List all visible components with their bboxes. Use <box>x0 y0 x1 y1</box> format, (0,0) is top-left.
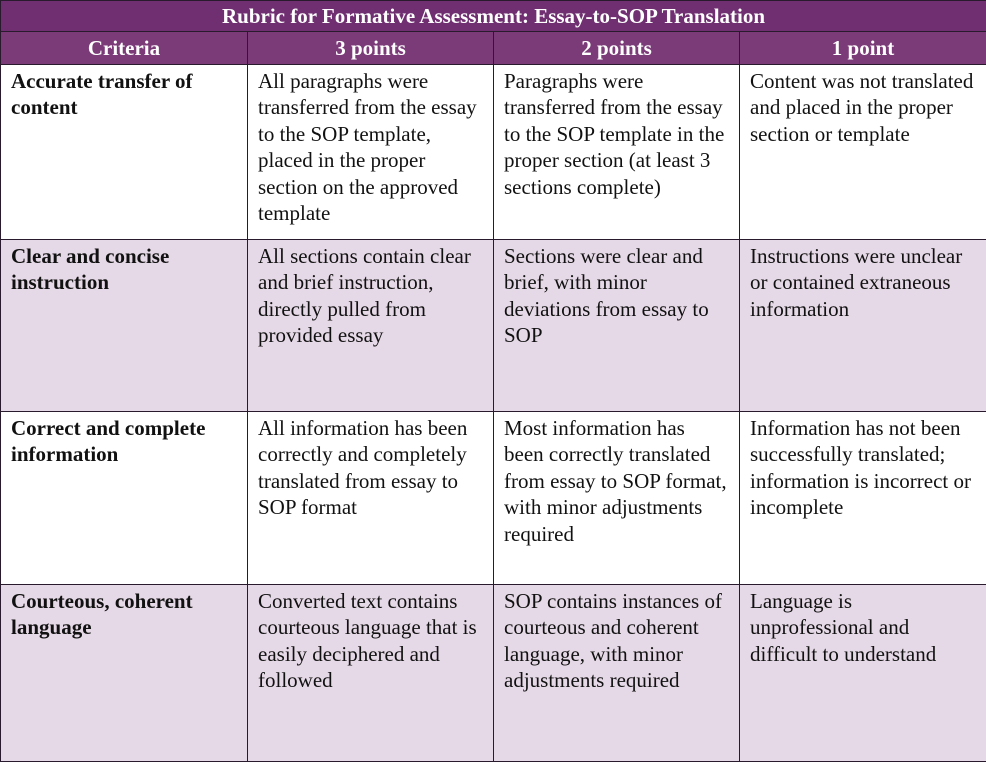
rubric-title: Rubric for Formative Assessment: Essay-to-SOP Translation <box>1 1 986 32</box>
header-criteria: Criteria <box>1 32 248 65</box>
header-2-points: 2 points <box>494 32 740 65</box>
three-points-cell: All information has been correctly and completely translated from essay to SOP format <box>248 412 494 585</box>
header-row <box>1 32 986 65</box>
one-point-cell: Language is unprofessional and difficult to understand <box>740 585 986 762</box>
criteria-cell: Accurate transfer of content <box>1 65 248 240</box>
criteria-cell: Clear and concise instruction <box>1 240 248 412</box>
three-points-cell: All sections contain clear and brief instruction, directly pulled from provided essay <box>248 240 494 412</box>
criteria-cell: Courteous, coherent language <box>1 585 248 762</box>
one-point-cell: Instructions were unclear or contained extraneous information <box>740 240 986 412</box>
title-row <box>1 1 986 32</box>
criteria-cell: Correct and complete information <box>1 412 248 585</box>
three-points-cell: All paragraphs were transferred from the essay to the SOP template, placed in the proper section on the approved template <box>248 65 494 240</box>
table-row <box>1 65 986 240</box>
header-3-points: 3 points <box>248 32 494 65</box>
table-row <box>1 585 986 762</box>
table-row <box>1 412 986 585</box>
two-points-cell: Sections were clear and brief, with minor deviations from essay to SOP <box>494 240 740 412</box>
three-points-cell: Converted text contains courteous language that is easily deciphered and followed <box>248 585 494 762</box>
two-points-cell: Most information has been correctly translated from essay to SOP format, with minor adjustments required <box>494 412 740 585</box>
one-point-cell: Information has not been successfully translated; information is incorrect or incomplete <box>740 412 986 585</box>
table-row <box>1 240 986 412</box>
two-points-cell: Paragraphs were transferred from the essay to the SOP template in the proper section (at least 3 sections complete) <box>494 65 740 240</box>
one-point-cell: Content was not translated and placed in the proper section or template <box>740 65 986 240</box>
two-points-cell: SOP contains instances of courteous and coherent language, with minor adjustments required <box>494 585 740 762</box>
header-1-point: 1 point <box>740 32 986 65</box>
